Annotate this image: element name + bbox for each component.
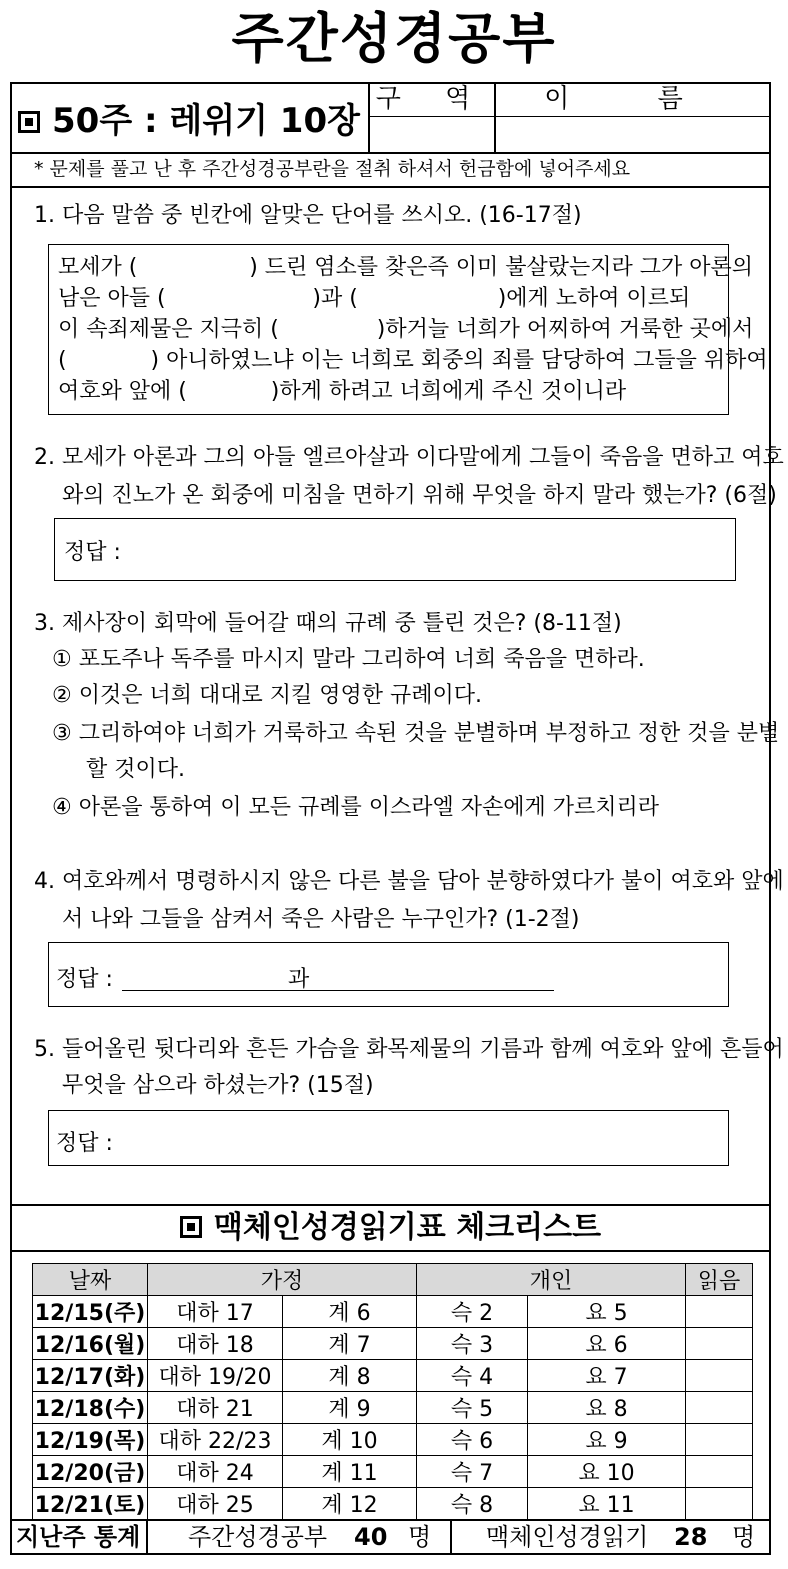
personal-reading-2: 요 10 [528,1456,686,1488]
district-field[interactable] [370,118,494,151]
personal-reading-2: 요 6 [528,1328,686,1360]
personal-reading-1: 슥 8 [417,1488,528,1520]
square-bullet-icon [18,111,40,133]
notice-text: * 문제를 풀고 난 후 주간성경공부란을 절취 하셔서 헌금함에 넣어주세요 [34,158,631,180]
answer-connector: 과 [288,967,310,992]
personal-reading-1: 슥 4 [417,1360,528,1392]
family-reading-1: 대하 24 [148,1456,283,1488]
family-reading-2: 계 7 [283,1328,417,1360]
reading-checklist-table [32,1263,753,1520]
question-4-prompt: 4. 여호와께서 명령하시지 않은 다른 불을 담아 분향하였다가 불이 여호와 앞에 [34,869,784,894]
answer-label: 정답 : [56,1131,113,1156]
reading-label: 맥체인성경읽기 [486,1523,649,1551]
option-4: ④ 아론을 통하여 이 모든 규례를 이스라엘 자손에게 가르치리라 [52,795,659,820]
passage-line: 여호와 앞에 ( )하게 하려고 너희에게 주신 것이니라 [58,379,627,404]
table-row [33,1360,753,1392]
personal-reading-1: 슥 2 [417,1296,528,1328]
reading-unit: 명 [732,1523,756,1551]
family-reading-2: 계 9 [283,1392,417,1424]
column-header-family: 가정 [148,1264,417,1296]
family-reading-2: 계 6 [283,1296,417,1328]
passage-line: 이 속죄제물은 지극히 ( )하거늘 너희가 어찌하여 거룩한 곳에서 [58,317,754,342]
family-reading-2: 계 12 [283,1488,417,1520]
divider [10,186,771,188]
study-label: 주간성경공부 [188,1523,328,1551]
option-2: ② 이것은 너희 대대로 지킬 영영한 규례이다. [52,683,482,708]
option-3-cont: 할 것이다. [86,757,185,782]
personal-reading-2: 요 5 [528,1296,686,1328]
passage-line: 남은 아들 ( )과 ( )에게 노하여 이르되 [58,286,691,311]
lesson-title: 50주 : 레위기 10장 [52,101,360,141]
page-title: 주간성경공부 [231,7,557,70]
table-row [33,1296,753,1328]
read-check-cell[interactable] [686,1328,753,1360]
family-reading-1: 대하 22/23 [148,1424,283,1456]
date-cell: 12/21(토) [33,1488,148,1520]
study-unit: 명 [408,1523,432,1551]
read-check-cell[interactable] [686,1488,753,1520]
table-header-row [33,1264,753,1296]
table-row [33,1488,753,1520]
divider [10,1250,771,1252]
question-2-prompt: 2. 모세가 아론과 그의 아들 엘르아살과 이다말에게 그들이 죽음을 면하고 여호 [34,445,784,470]
personal-reading-1: 슥 3 [417,1328,528,1360]
family-reading-2: 계 8 [283,1360,417,1392]
checklist-heading [10,1206,771,1250]
personal-reading-1: 슥 6 [417,1424,528,1456]
divider [368,116,771,117]
read-check-cell[interactable] [686,1296,753,1328]
reading-count: 28 [674,1523,708,1551]
personal-reading-2: 요 9 [528,1424,686,1456]
table-row [33,1456,753,1488]
name-field[interactable] [496,118,771,151]
column-header-read: 읽음 [686,1264,753,1296]
personal-reading-1: 슥 5 [417,1392,528,1424]
question-5-prompt-cont: 무엇을 삼으라 하셨는가? (15절) [62,1073,374,1098]
question-2-prompt-cont: 와의 진노가 온 회중에 미침을 면하기 위해 무엇을 하지 말라 했는가? (6절) [62,483,777,508]
read-check-cell[interactable] [686,1360,753,1392]
option-1: ① 포도주나 독주를 마시지 말라 그리하여 너희 죽음을 면하라. [52,647,645,672]
square-bullet-icon [180,1216,202,1238]
study-count: 40 [354,1523,388,1551]
stats-bar [10,1520,771,1555]
date-cell: 12/16(월) [33,1328,148,1360]
family-reading-1: 대하 18 [148,1328,283,1360]
question-1-prompt: 1. 다음 말씀 중 빈칸에 알맞은 단어를 쓰시오. (16-17절) [34,203,582,228]
answer-label: 정답 : [56,967,113,992]
personal-reading-2: 요 11 [528,1488,686,1520]
family-reading-2: 계 10 [283,1424,417,1456]
family-reading-1: 대하 21 [148,1392,283,1424]
passage-line: 모세가 ( ) 드린 염소를 찾은즉 이미 불살랐는지라 그가 아론의 [58,255,754,280]
table-row [33,1424,753,1456]
date-cell: 12/15(주) [33,1296,148,1328]
date-cell: 12/17(화) [33,1360,148,1392]
answer-underline [122,990,554,991]
family-reading-1: 대하 25 [148,1488,283,1520]
family-reading-2: 계 11 [283,1456,417,1488]
divider [10,152,771,154]
personal-reading-2: 요 7 [528,1360,686,1392]
question-5-prompt: 5. 들어올린 뒷다리와 흔든 가슴을 화목제물의 기름과 함께 여호와 앞에 흔들어 [34,1037,784,1062]
question-5-answer-box[interactable] [48,1110,729,1166]
column-header-personal: 개인 [417,1264,686,1296]
column-header-date: 날짜 [33,1264,148,1296]
passage-line: ( ) 아니하였느냐 이는 너희로 회중의 죄를 담당하여 그들을 위하여 [58,348,768,373]
stats-label: 지난주 통계 [16,1523,141,1551]
question-3-prompt: 3. 제사장이 회막에 들어갈 때의 규례 중 틀린 것은? (8-11절) [34,611,622,636]
personal-reading-1: 슥 7 [417,1456,528,1488]
table-row [33,1328,753,1360]
question-4-prompt-cont: 서 나와 그들을 삼켜서 죽은 사람은 누구인가? (1-2절) [62,907,580,932]
read-check-cell[interactable] [686,1392,753,1424]
date-cell: 12/18(수) [33,1392,148,1424]
family-reading-1: 대하 19/20 [148,1360,283,1392]
date-cell: 12/19(목) [33,1424,148,1456]
name-label: 이 름 [544,84,723,114]
lesson-heading [18,90,368,152]
question-4-answer-box[interactable] [48,942,729,1007]
personal-reading-2: 요 8 [528,1392,686,1424]
read-check-cell[interactable] [686,1456,753,1488]
date-cell: 12/20(금) [33,1456,148,1488]
family-reading-1: 대하 17 [148,1296,283,1328]
read-check-cell[interactable] [686,1424,753,1456]
option-3: ③ 그리하여야 너희가 거룩하고 속된 것을 분별하며 부정하고 정한 것을 분별 [52,721,780,746]
table-row [33,1392,753,1424]
district-label: 구 역 [375,84,489,114]
checklist-title: 맥체인성경읽기표 체크리스트 [213,1210,602,1245]
question-2-answer-box[interactable] [54,518,736,581]
answer-label: 정답 : [64,540,121,565]
